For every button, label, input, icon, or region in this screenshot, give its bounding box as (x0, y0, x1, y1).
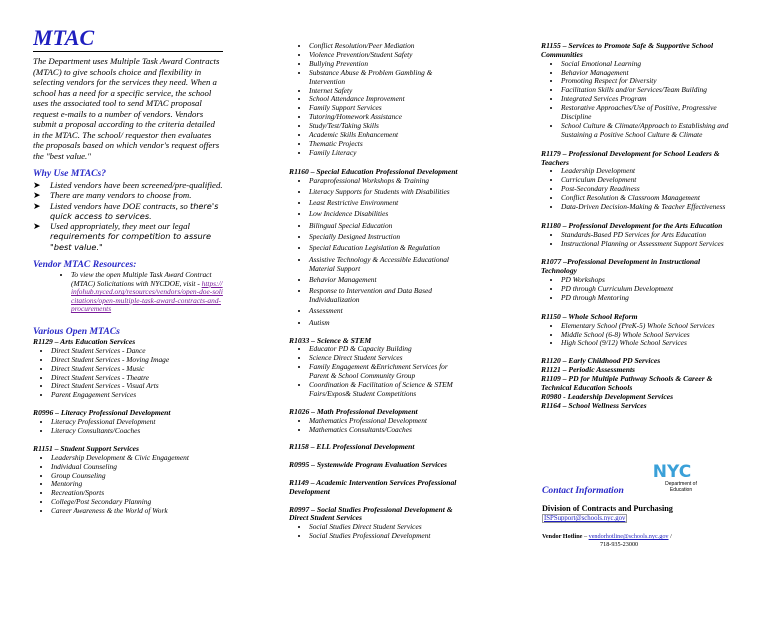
col2-sections (289, 168, 467, 541)
section-title: R1155 – Services to Promote Safe & Supportive School Communities (541, 42, 714, 59)
list-item: • Literacy Consultants/Coaches (51, 427, 223, 436)
list-item: • Promoting Respect for Diversity (561, 77, 735, 86)
section-title: R1077 –Professional Development in Instructional Technology (541, 257, 701, 276)
list-item: • Direct Student Services - Music (51, 365, 223, 374)
list-item: • Study/Test/Taking Skills (309, 122, 467, 131)
list-item: • School Culture & Climate/Approach to Establishing and Sustaining a Positive School Culture & Climate (561, 122, 735, 140)
list-item: • Leadership Development (561, 167, 735, 176)
logo-subtext-1: Department of (665, 481, 697, 487)
section-list (541, 167, 735, 212)
resources-list (33, 271, 223, 314)
logo-text: NYC (652, 462, 692, 482)
mtac-section (289, 461, 467, 470)
section-list (541, 276, 735, 303)
list-item: • Specially Designed Instruction (309, 233, 467, 242)
section-list (289, 523, 467, 541)
why-item: ➤ There are many vendors to choose from. (33, 190, 192, 201)
list-item: • Conflict Resolution & Classroom Management (561, 194, 735, 203)
list-item: • Standards-Based PD Services for Arts Education (561, 231, 735, 240)
section-title: R0996 – Literacy Professional Development (33, 408, 171, 418)
student-support-continued-list (289, 42, 467, 158)
list-item: • Family Engagement &Enrichment Services for Parent & School Community Group (309, 363, 467, 381)
list-item: • Restorative Approaches/Use of Positive, Progressive Discipline (561, 104, 735, 122)
list-item: • Behavior Management (561, 69, 735, 78)
list-item: • Direct Student Services - Theatre (51, 374, 223, 383)
list-item: • Direct Student Services - Moving Image (51, 356, 223, 365)
contact-division: Division of Contracts and Purchasing (542, 504, 673, 513)
mtac-section (541, 150, 735, 212)
list-item: • Special Education Legislation & Regulation (309, 244, 467, 253)
list-item: • Social Studies Professional Development (309, 532, 467, 541)
arrow-bullet-icon: ➤ (33, 200, 41, 211)
mtac-section (289, 443, 467, 452)
list-item: • Academic Skills Enhancement (309, 131, 467, 140)
section-title: R1151 – Student Support Services (33, 443, 139, 453)
col3-sections (541, 42, 735, 348)
list-item: • Parent Engagement Services (51, 391, 223, 400)
list-item: • Individual Counseling (51, 463, 223, 472)
mtac-code: R1121 – Periodic Assessments (541, 365, 636, 375)
list-item: • Autism (309, 319, 467, 328)
resources-heading: Vendor MTAC Resources: (33, 259, 137, 271)
hotline-label: Vendor Hotline (542, 533, 583, 540)
mtac-section (289, 506, 467, 541)
list-item: • Response to Intervention and Data Based Individualization (309, 287, 467, 305)
list-item: • Assistive Technology & Accessible Educational Material Support (309, 256, 467, 274)
list-item: • Literacy Supports for Students with Disabilities (309, 188, 467, 197)
support-email-link[interactable]: ISPSupport@schools.nyc.gov (544, 515, 626, 522)
mtac-code: R0980 - Leadership Development Services (541, 392, 674, 402)
list-item: • Literacy Professional Development (51, 418, 223, 427)
list-item: • Leadership Development & Civic Engagement (51, 454, 223, 463)
section-title: R1179 – Professional Development for School Leaders & Teachers (541, 148, 720, 167)
list-item: • Group Counseling (51, 472, 223, 481)
mtac-code: R1120 – Early Childhood PD Services (541, 356, 661, 366)
list-item: • Conflict Resolution/Peer Mediation (309, 42, 467, 51)
nyc-doe-logo (647, 458, 698, 496)
why-item: ➤ Used appropriately, they meet our legal requirements for competition to assure "best value." (33, 221, 212, 252)
list-item: • Tutoring/Homework Assistance (309, 113, 467, 122)
list-item: • PD through Mentoring (561, 294, 735, 303)
mtac-section (289, 337, 467, 399)
column-middle (289, 42, 467, 636)
list-item: • PD through Curriculum Development (561, 285, 735, 294)
list-item: • Post-Secondary Readiness (561, 185, 735, 194)
logo-subtext-2: Education (669, 487, 693, 493)
mtac-section (33, 409, 223, 436)
mtac-section (289, 168, 467, 328)
section-list (289, 417, 467, 435)
section-list (33, 454, 223, 516)
list-item: • Curriculum Development (561, 176, 735, 185)
list-item: • Family Support Services (309, 104, 467, 113)
list-item: • Direct Student Services - Dance (51, 347, 223, 356)
list-item: • Educator PD & Capacity Building (309, 345, 467, 354)
section-title: R1150 – Whole School Reform (541, 311, 638, 321)
list-item: • Recreation/Sports (51, 489, 223, 498)
section-title: R0997 – Social Studies Professional Development & Direct Student Services (289, 504, 453, 523)
solicitations-link[interactable]: https://infohub.nyced.org/resources/vendors/open-doe-solicitations/open-multiple-task-award-contracts-and-procurements (71, 278, 223, 314)
list-item: • Thematic Projects (309, 140, 467, 149)
section-title: R1033 – Science & STEM (289, 335, 372, 345)
mtac-code: R1164 – School Wellness Services (541, 401, 647, 411)
mtac-code: R1109 – PD for Multiple Pathway Schools & Career & Technical Education Schools (541, 374, 713, 393)
intro-paragraph: The Department uses Multiple Task Award Contracts (MTAC) to give schools choice and flexibility in selecting vendors for the services they need. When a school has a need for a specific service, the school uses the associated tool to send MTAC proposal request e-mails to a number of vendors. Vendors submit a proposal according to the criteria detailed in the MTAC. The school/ requestor then evaluates the proposals based on which vendor's request offers the "best value." (33, 56, 220, 161)
list-item: • School Attendance Improvement (309, 95, 467, 104)
list-item: • Internet Safety (309, 87, 467, 96)
mtac-section (289, 479, 467, 497)
list-item: • Direct Student Services - Visual Arts (51, 382, 223, 391)
section-list (541, 231, 735, 249)
hotline-email-link[interactable]: vendorhotline@schools.nyc.gov (588, 533, 669, 540)
section-list (289, 345, 467, 398)
mtac-section (33, 338, 223, 400)
list-item: • Social Studies Direct Student Services (309, 523, 467, 532)
mtac-code-list (541, 356, 735, 410)
why-item: ➤ Listed vendors have been screened/pre-qualified. (33, 180, 223, 190)
section-list (33, 347, 223, 400)
vendor-hotline: Vendor Hotline – vendorhotline@schools.nyc.gov / 718-935-23000 (542, 533, 672, 548)
mtac-section (541, 222, 735, 249)
list-item: • Paraprofessional Workshops & Training (309, 177, 467, 186)
column-right (541, 42, 735, 636)
arrow-bullet-icon: ➤ (33, 221, 41, 232)
col1-sections (33, 338, 223, 516)
various-heading: Various Open MTACs (33, 326, 120, 338)
list-item: • Bilingual Special Education (309, 222, 467, 231)
column-left (33, 26, 223, 620)
list-item: • Career Awareness & the World of Work (51, 507, 223, 516)
section-title: R0995 – Systemwide Program Evaluation Services (289, 460, 447, 470)
section-list (541, 322, 735, 349)
arrow-bullet-icon: ➤ (33, 190, 41, 201)
list-item: • Coordination & Facilitation of Science & STEM Fairs/Expos& Student Competitions (309, 381, 467, 399)
mtac-section (541, 42, 735, 140)
list-item: • Mentoring (51, 480, 223, 489)
contact-heading: Contact Information (542, 485, 624, 496)
why-list (33, 180, 223, 252)
list-item: • Low Incidence Disabilities (309, 210, 467, 219)
list-item: • Data-Driven Decision-Making & Teacher Effectiveness (561, 203, 735, 212)
list-item: • Mathematics Consultants/Coaches (309, 426, 467, 435)
resources-item: • To view the open Multiple Task Award Contract (MTAC) Solicitations with NYCDOE, visit - https://infohub.nyced.org/resources/vendors/open-doe-solicitations/open-multiple-task-award-contracts-and-procurements (71, 271, 223, 314)
list-item: • Social Emotional Learning (561, 60, 735, 69)
list-item: • Integrated Services Program (561, 95, 735, 104)
list-item: • Instructional Planning or Assessment Support Services (561, 240, 735, 249)
mtac-section (289, 408, 467, 435)
mtac-section (541, 313, 735, 349)
section-title: R1180 – Professional Development for the Arts Education (541, 220, 723, 230)
why-item: ➤ Listed vendors have DOE contracts, so there's quick access to services. (33, 200, 219, 221)
list-item: • Substance Abuse & Problem Gambling & Intervention (309, 69, 467, 87)
list-item: • Facilitation Skills and/or Services/Team Building (561, 86, 735, 95)
page-title: MTAC (33, 26, 223, 52)
list-item: • Violence Prevention/Student Safety (309, 51, 467, 60)
section-list (289, 177, 467, 328)
list-item: • Bullying Prevention (309, 60, 467, 69)
list-item: • Least Restrictive Environment (309, 199, 467, 208)
list-item: • Mathematics Professional Development (309, 417, 467, 426)
list-item: • Family Literacy (309, 149, 467, 158)
arrow-bullet-icon: ➤ (33, 180, 41, 190)
section-title: R1149 – Academic Intervention Services Professional Development (289, 478, 457, 496)
section-list (541, 60, 735, 140)
mtac-section (541, 258, 735, 302)
list-item: • High School (9/12) Whole School Services (561, 339, 735, 348)
list-item: • PD Workshops (561, 276, 735, 285)
list-item: • College/Post Secondary Planning (51, 498, 223, 507)
section-title: R1129 – Arts Education Services (33, 337, 136, 347)
section-title: R1026 – Math Professional Development (289, 406, 418, 416)
list-item: • Elementary School (PreK-5) Whole School Services (561, 322, 735, 331)
hotline-phone: 718-935-23000 (600, 541, 639, 548)
why-heading: Why Use MTACs? (33, 168, 107, 179)
mtac-section (33, 445, 223, 516)
section-title: R1158 – ELL Professional Development (289, 442, 415, 452)
section-title: R1160 – Special Education Professional Development (289, 166, 458, 176)
list-item: • Assessment (309, 307, 467, 316)
list-item: • Science Direct Student Services (309, 354, 467, 363)
list-item: • Behavior Management (309, 276, 467, 285)
section-list (33, 418, 223, 436)
list-item: • Middle School (6-8) Whole School Services (561, 331, 735, 340)
